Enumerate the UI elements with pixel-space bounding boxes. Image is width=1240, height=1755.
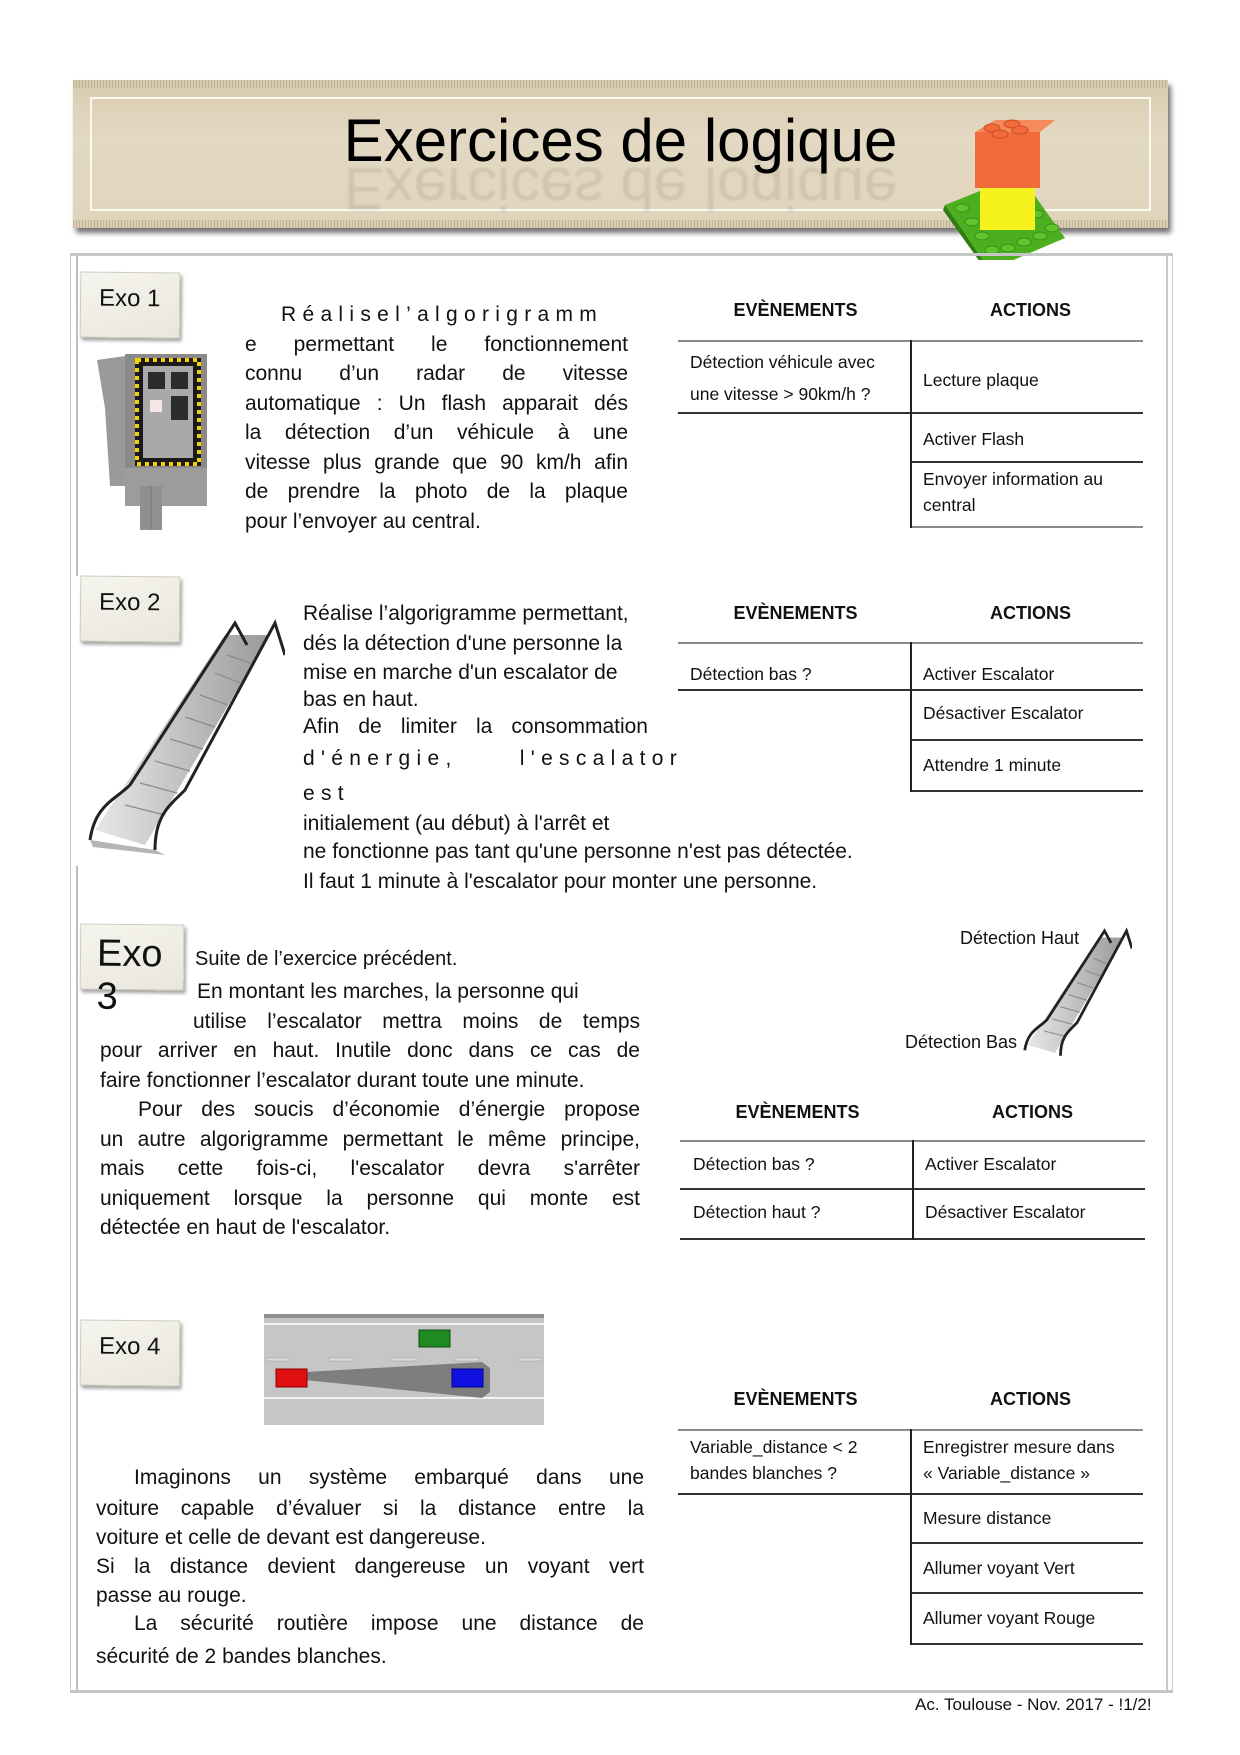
table-rule (910, 739, 1143, 741)
exo3-tag: Exo 3 (80, 923, 185, 990)
exo3-intro: Suite de l’exercice précédent. (195, 948, 458, 970)
exo1-table (678, 300, 1148, 530)
table-divider (910, 340, 912, 528)
exo1-line: la détection d’un véhicule à une (245, 421, 628, 444)
exo3-line: Pour des soucis d’économie d’énergie propose (138, 1098, 640, 1121)
exo2-line: Réalise l’algorigramme permettant, (303, 602, 629, 625)
exo4-line: Imaginons un système embarqué dans une (134, 1466, 644, 1489)
events-header: EVÈNEMENTS (733, 603, 858, 623)
exo4-line: Si la distance devient dangereuse un voyant vert (96, 1555, 644, 1578)
event-text: Détection véhicule avec (690, 352, 875, 372)
action-cell: Mesure distance (923, 1508, 1052, 1528)
table-rule (910, 790, 1143, 792)
exo1-line: de prendre la photo de la plaque (245, 480, 628, 503)
exo1-description (245, 300, 628, 536)
exo2-line: bas en haut. (303, 687, 419, 711)
exo4-line: passe au rouge. (96, 1584, 247, 1607)
actions-header: ACTIONS (992, 1102, 1073, 1122)
exo2-line: Afin de limiter la consommation (303, 714, 648, 738)
exo1-line: connu d’un radar de vitesse (245, 362, 628, 385)
exo3-line: uniquement lorsque la personne qui monte est (100, 1186, 640, 1210)
exo3-line: détectée en haut de l'escalator. (100, 1216, 391, 1239)
exo3-description (100, 977, 640, 1243)
event-cell: Détection haut ? (693, 1202, 821, 1222)
exo2-line: Il faut 1 minute à l'escalator pour monter une personne. (303, 869, 818, 893)
exo4-line: La sécurité routière impose une distance de (134, 1612, 644, 1635)
frame-inner-right (1166, 256, 1168, 1690)
action-text: Enregistrer mesure dans (923, 1437, 1115, 1457)
exo3-line: pour arriver en haut. Inutile donc dans ce cas de (100, 1039, 640, 1062)
action-cell: Activer Escalator (923, 664, 1055, 684)
exo2-line: ne fonctionne pas tant qu'une personne n'est pas détectée. (303, 840, 853, 863)
table-divider (910, 1429, 912, 1645)
exo3-line: mais cette fois-ci, l'escalator devra s'arrêter (100, 1157, 640, 1180)
frame-inner-left-2 (76, 866, 78, 1690)
exo2-tag: Exo 2 (80, 575, 181, 642)
table-rule (910, 1542, 1143, 1544)
event-cell (690, 346, 875, 410)
action-cell: Attendre 1 minute (923, 755, 1062, 775)
frame-inner-left-1 (76, 256, 78, 576)
exo3-line: faire fonctionner l’escalator durant toute une minute. (100, 1068, 585, 1092)
table-divider (912, 1140, 914, 1240)
page-footer: Ac. Toulouse - Nov. 2017 - !1/2! (915, 1695, 1152, 1714)
detection-bottom-label: Détection Bas (905, 1032, 1018, 1052)
exo4-line: voiture et celle de devant est dangereuse. (96, 1526, 486, 1549)
lego-block-icon (940, 110, 1090, 260)
exo2-line: mise en marche d'un escalator de (303, 661, 618, 684)
action-cell: Désactiver Escalator (925, 1202, 1086, 1222)
exo1-line: pour l’envoyer au central. (245, 509, 481, 533)
action-cell: Désactiver Escalator (923, 703, 1084, 723)
speed-camera-icon (95, 348, 215, 533)
exo3-table (680, 1102, 1150, 1242)
road-cars-icon (262, 1312, 547, 1427)
events-header: EVÈNEMENTS (733, 300, 858, 320)
exo4-tag: Exo 4 (80, 1319, 181, 1386)
exo1-line: vitesse plus grande que 90 km/h afin (245, 450, 628, 474)
exo4-table (678, 1389, 1148, 1649)
actions-header: ACTIONS (990, 300, 1071, 320)
exo1-tag: Exo 1 (80, 271, 181, 338)
table-rule (910, 526, 1143, 528)
exo2-line: initialement (au début) à l'arrêt et (303, 812, 610, 835)
exo3-line: un autre algorigramme permettant le même principe, (100, 1127, 640, 1151)
exo3-line: utilise l’escalator mettra moins de temps (193, 1009, 640, 1033)
action-cell (923, 466, 1103, 518)
exo1-line: e permettant le fonctionnement (245, 332, 628, 356)
action-cell: Lecture plaque (923, 370, 1039, 390)
event-text: une vitesse > 90km/h ? (690, 384, 871, 404)
exo2-table (678, 603, 1148, 793)
exo4-line: sécurité de 2 bandes blanches. (96, 1645, 387, 1668)
action-cell: Activer Flash (923, 429, 1025, 449)
event-text: bandes blanches ? (690, 1463, 837, 1483)
actions-header: ACTIONS (990, 1389, 1071, 1409)
exo2-line: dés la détection d'une personne la (303, 631, 623, 655)
exo4-description (96, 1462, 644, 1675)
exo3-line: En montant les marches, la personne qui (197, 980, 579, 1003)
action-cell (923, 1434, 1115, 1486)
actions-header: ACTIONS (990, 603, 1071, 623)
exo2-line: d'énergie, l'escalator est (303, 747, 683, 805)
action-cell: Allumer voyant Rouge (923, 1608, 1096, 1628)
action-cell: Activer Escalator (925, 1154, 1057, 1174)
action-cell: Allumer voyant Vert (923, 1558, 1075, 1578)
table-rule (910, 1592, 1143, 1594)
table-divider (910, 642, 912, 792)
table-rule (910, 461, 1143, 463)
exo1-line: Réalisel’algorigramm (281, 303, 604, 326)
table-rule (910, 1643, 1143, 1645)
page-title-reflection: Exercices de logique (343, 155, 898, 222)
detection-top-label: Détection Haut (960, 928, 1080, 948)
action-text: « Variable_distance » (923, 1463, 1091, 1483)
exo1-line: automatique : Un flash apparait dés (245, 391, 628, 415)
event-cell: Détection bas ? (693, 1154, 815, 1174)
action-text: Envoyer information au (923, 469, 1103, 489)
event-cell: Détection bas ? (690, 664, 812, 684)
banner-stripe-top (73, 80, 1168, 88)
events-header: EVÈNEMENTS (733, 1389, 858, 1409)
escalator-icon (1022, 925, 1132, 1060)
action-text: central (923, 495, 976, 515)
page-title: Exercices de logique (343, 107, 898, 174)
event-cell (690, 1434, 858, 1486)
exo4-line: voiture capable d’évaluer si la distance entre la (96, 1497, 644, 1520)
events-header: EVÈNEMENTS (735, 1102, 860, 1122)
escalator-icon (85, 615, 285, 855)
event-text: Variable_distance < 2 (690, 1437, 858, 1457)
